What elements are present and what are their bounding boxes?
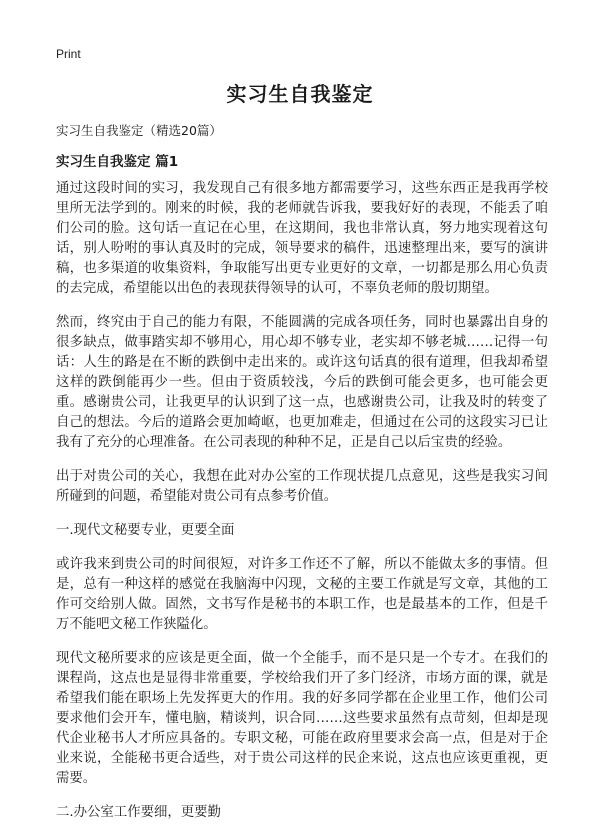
print-link[interactable]: Print xyxy=(56,47,81,61)
paragraph-5: 现代文秘所要求的应该是更全面，做一个全能手，而不是只是一个专才。在我们的课程尚，这点也是显得非常重要，学校给我们开了多门经济，市场方面的课，就是希望我们能在职场上先发挥更大的作用。我的好多同学都在企业里工作，他们公司要求他们会开车，懂电脑，精谈判，识合同……这些要求虽然有点苛刻，但却是现代企业秘书人才所应具备的。专职文秘，可能在政府里要求会高一点，但是对于企业来说，全能秘书更合适些，对于贵公司这样的民企来说，这点也应该更重视，更需要。 xyxy=(56,651,548,786)
paragraph-3: 出于对贵公司的关心，我想在此对办公室的工作现状提几点意见，这些是我实习间所碰到的问题，希望能对贵公司有点参考价值。 xyxy=(56,469,548,504)
paragraph-1: 通过这段时间的实习，我发现自己有很多地方都需要学习，这些东西正是我再学校里所无法学到的。刚来的时候，我的老师就告诉我，要我好好的表现，不能丢了咱们公司的脸。这句话一直记在心里，在这期间，我也非常认真，努力地实现着这句话，别人吩咐的事认真及时的完成，领导要求的稿件，迅速整理出来，要写的演讲稿，也多渠道的收集资料，争取能写出更专业更好的文章，一切都是那么用心负责的去完成，希望能以出色的表现获得领导的认可，不辜负老师的殷切期望。 xyxy=(56,181,548,296)
subheading-2: 二.办公室工作要细，更要勤 xyxy=(56,805,221,820)
section-heading: 实习生自我鉴定 篇1 xyxy=(56,154,179,170)
document-title: 实习生自我鉴定 xyxy=(226,82,374,106)
paragraph-4: 或许我来到贵公司的时间很短，对许多工作还不了解，所以不能做太多的事情。但是，总有一种这样的感觉在我脑海中闪现，文秘的主要工作就是写文章，其他的工作可交给别人做。固然，文书写作是秘书的本职工作，也是最基本的工作，但是千万不能吧文秘工作狭隘化。 xyxy=(56,557,548,632)
subheading-1: 一.现代文秘要专业，更要全面 xyxy=(56,523,235,538)
document-subtitle: 实习生自我鉴定（精选20篇） xyxy=(56,123,222,138)
paragraph-2: 然而，终究由于自己的能力有限，不能圆满的完成各项任务，同时也暴露出自身的很多缺点，做事踏实却不够用心，用心却不够专业，老实却不够老城……记得一句话：人生的路是在不断的跌倒中走出来的。或许这句话真的很有道理，但我却希望这样的跌倒能再少一些。但由于资质较浅，今后的跌倒可能会更多，也可能会更重。感谢贵公司，让我更早的认识到了这一点，也感谢贵公司，让我及时的转变了自己的想法。今后的道路会更加崎岖，也更加难走，但通过在公司的这段实习已让我有了充分的心理准备。在公司表现的种种不足，正是自己以后宝贵的经验。 xyxy=(56,315,548,450)
document-body xyxy=(56,179,548,837)
